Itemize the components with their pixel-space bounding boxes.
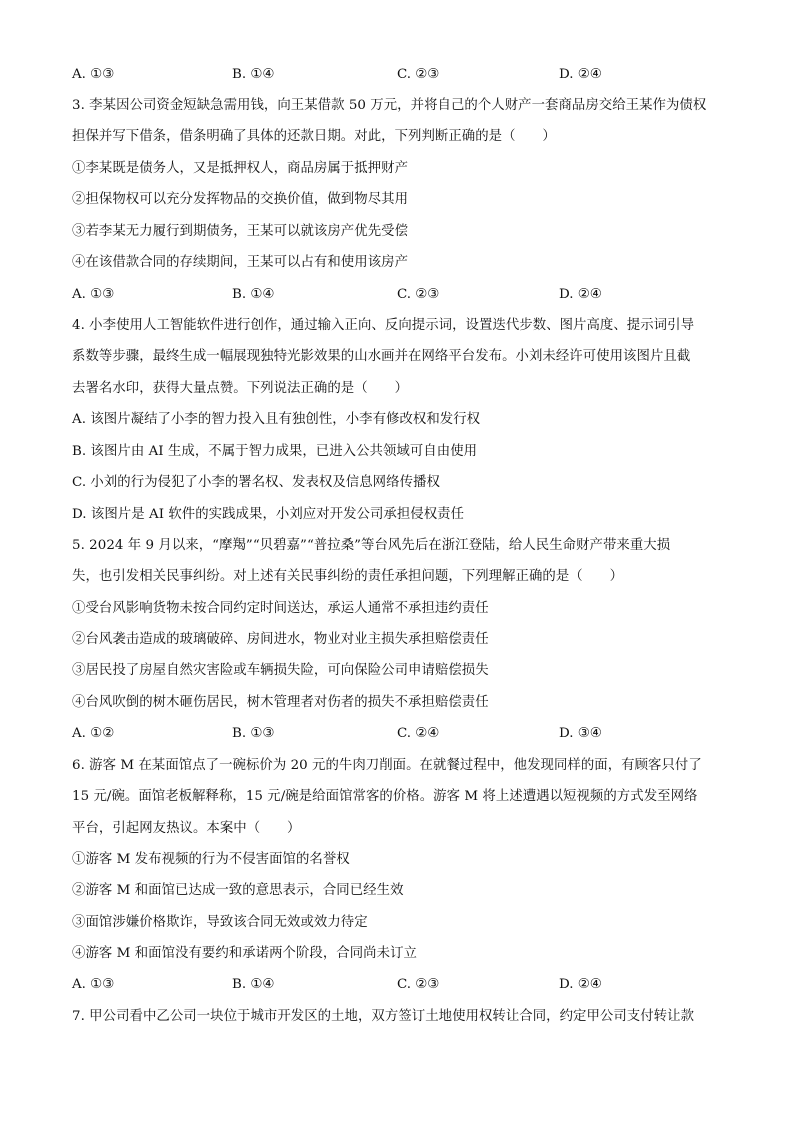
q4-stem-line-2: 系数等步骤，最终生成一幅展现独特光影效果的山水画并在网络平台发布。小刘未经许可使用该图片且截 [72, 349, 691, 364]
q6-option-a: A. ①③ [72, 977, 115, 992]
q5-statement-4: ④台风吹倒的树木砸伤居民，树木管理者对伤者的损失不承担赔偿责任 [72, 695, 489, 710]
q6-statement-3: ③面馆涉嫌价格欺诈，导致该合同无效或效力待定 [72, 915, 368, 930]
q4-choice-d: D. 该图片是 AI 软件的实践成果，小刘应对开发公司承担侵权责任 [72, 507, 465, 522]
q5-statement-3: ③居民投了房屋自然灾害险或车辆损失险，可向保险公司申请赔偿损失 [72, 663, 489, 678]
q6-option-b: B. ①④ [232, 977, 275, 992]
q5-statement-2: ②台风袭击造成的玻璃破碎、房间进水，物业对业主损失承担赔偿责任 [72, 632, 489, 647]
q5-statement-1: ①受台风影响货物未按合同约定时间送达，承运人通常不承担违约责任 [72, 601, 489, 616]
q5-option-b: B. ①③ [232, 726, 275, 741]
q5-option-a: A. ①② [72, 726, 115, 741]
q6-stem-line-3: 平台，引起网友热议。本案中（ ） [72, 821, 301, 836]
q5-stem-line-1: 5. 2024 年 9 月以来，“摩羯”“贝碧嘉”“普拉桑”等台风先后在浙江登陆，给人民生命财产带来重大损 [72, 538, 671, 553]
q7-stem-line-1: 7. 甲公司看中乙公司一块位于城市开发区的土地，双方签订土地使用权转让合同，约定甲公司支付转让款 [72, 1009, 695, 1024]
q6-option-c: C. ②③ [397, 977, 440, 992]
q2-option-d: D. ②④ [559, 67, 602, 82]
q4-choice-a: A. 该图片凝结了小李的智力投入且有独创性，小李有修改权和发行权 [72, 412, 481, 427]
q6-options [72, 976, 724, 994]
q4-stem-line-3: 去署名水印，获得大量点赞。下列说法正确的是（ ） [72, 381, 409, 396]
q4-stem-line-1: 4. 小李使用人工智能软件进行创作，通过输入正向、反向提示词，设置迭代步数、图片高度、提示词引导 [72, 318, 695, 333]
q3-statement-3: ③若李某无力履行到期债务，王某可以就该房产优先受偿 [72, 224, 409, 239]
q3-options [72, 286, 724, 304]
q5-stem-line-2: 失，也引发相关民事纠纷。对上述有关民事纠纷的责任承担问题，下列理解正确的是（ ） [72, 569, 624, 584]
q2-options [72, 66, 724, 84]
q6-statement-1: ①游客 M 发布视频的行为不侵害面馆的名誉权 [72, 852, 350, 867]
q3-stem-line-1: 3. 李某因公司资金短缺急需用钱，向王某借款 50 万元，并将自己的个人财产一套商品房交给王某作为债权 [72, 98, 707, 113]
q5-options [72, 725, 724, 743]
q3-statement-1: ①李某既是债务人，又是抵押权人，商品房属于抵押财产 [72, 161, 409, 176]
q6-stem-line-2: 15 元/碗。面馆老板解释称，15 元/碗是给面馆常客的价格。游客 M 将上述遭遇以短视频的方式发至网络 [72, 789, 698, 804]
q3-statement-2: ②担保物权可以充分发挥物品的交换价值，做到物尽其用 [72, 192, 409, 207]
q2-option-b: B. ①④ [232, 67, 275, 82]
q5-option-c: C. ②④ [397, 726, 440, 741]
q6-statement-4: ④游客 M 和面馆没有要约和承诺两个阶段，合同尚未订立 [72, 946, 417, 961]
q5-option-d: D. ③④ [559, 726, 602, 741]
q3-option-a: A. ①③ [72, 287, 115, 302]
q3-option-c: C. ②③ [397, 287, 440, 302]
q6-option-d: D. ②④ [559, 977, 602, 992]
q3-option-b: B. ①④ [232, 287, 275, 302]
q3-stem-line-2: 担保并写下借条，借条明确了具体的还款日期。对此，下列判断正确的是（ ） [72, 129, 556, 144]
q2-option-c: C. ②③ [397, 67, 440, 82]
q2-option-a: A. ①③ [72, 67, 115, 82]
q3-statement-4: ④在该借款合同的存续期间，王某可以占有和使用该房产 [72, 255, 409, 270]
q4-choice-c: C. 小刘的行为侵犯了小李的署名权、发表权及信息网络传播权 [72, 475, 440, 490]
q4-choice-b: B. 该图片由 AI 生成，不属于智力成果，已进入公共领域可自由使用 [72, 444, 478, 459]
q6-stem-line-1: 6. 游客 M 在某面馆点了一碗标价为 20 元的牛肉刀削面。在就餐过程中，他发现同样的面，有顾客只付了 [72, 758, 702, 773]
q6-statement-2: ②游客 M 和面馆已达成一致的意思表示，合同已经生效 [72, 883, 404, 898]
q3-option-d: D. ②④ [559, 287, 602, 302]
